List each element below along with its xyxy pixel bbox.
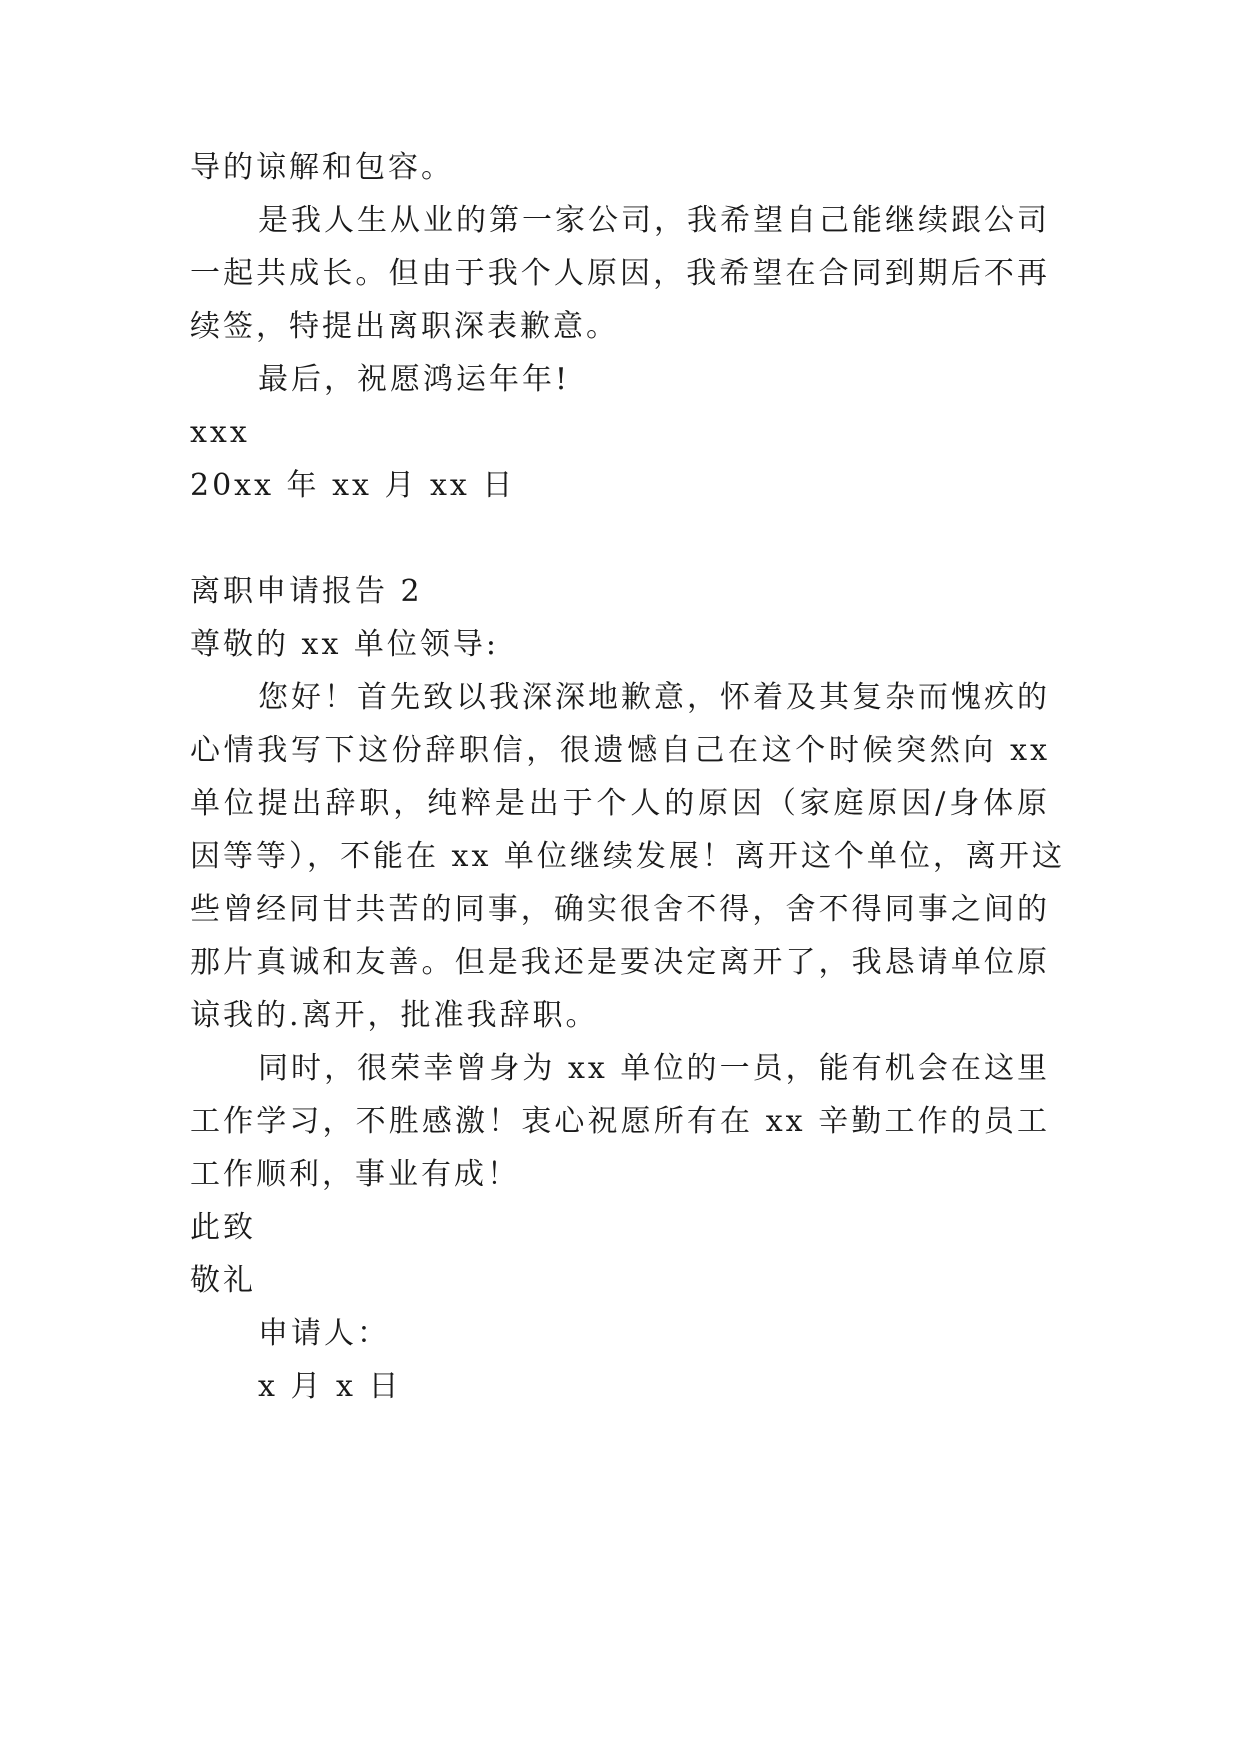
signature: xxx [190, 415, 250, 450]
body-line: 心情我写下这份辞职信，很遗憾自己在这个时候突然向 xx [190, 733, 1050, 768]
body-line: 谅我的.离开，批准我辞职。 [190, 998, 599, 1033]
body-line: 那片真诚和友善。但是我还是要决定离开了，我恳请单位原 [190, 945, 1050, 980]
body-line: 续签，特提出离职深表歉意。 [190, 309, 619, 344]
closing-line: 敬礼 [190, 1263, 256, 1298]
body-line: 些曾经同甘共苦的同事，确实很舍不得，舍不得同事之间的 [190, 892, 1050, 927]
applicant-label: 申请人： [258, 1316, 390, 1351]
salutation: 尊敬的 xx 单位领导: [190, 627, 500, 662]
body-line: 工作顺利，事业有成！ [190, 1157, 520, 1192]
application-date: x 月 x 日 [258, 1369, 402, 1404]
body-line: 同时，很荣幸曾身为 xx 单位的一员，能有机会在这里 [258, 1051, 1050, 1086]
body-line: 是我人生从业的第一家公司，我希望自己能继续跟公司 [258, 203, 1050, 238]
closing-line: 此致 [190, 1210, 256, 1245]
body-line: 导的谅解和包容。 [190, 150, 454, 185]
section-title: 离职申请报告 2 [190, 574, 423, 609]
body-line: 单位提出辞职，纯粹是出于个人的原因（家庭原因/身体原 [190, 786, 1050, 821]
signature-date: 20xx 年 xx 月 xx 日 [190, 468, 516, 503]
closing-wish: 最后，祝愿鸿运年年! [258, 362, 571, 397]
body-line: 工作学习，不胜感激！衷心祝愿所有在 xx 辛勤工作的员工 [190, 1104, 1050, 1139]
body-line: 因等等），不能在 xx 单位继续发展！离开这个单位，离开这 [190, 839, 1065, 874]
body-line: 一起共成长。但由于我个人原因，我希望在合同到期后不再 [190, 256, 1050, 291]
body-line: 您好！首先致以我深深地歉意，怀着及其复杂而愧疚的 [258, 680, 1050, 715]
